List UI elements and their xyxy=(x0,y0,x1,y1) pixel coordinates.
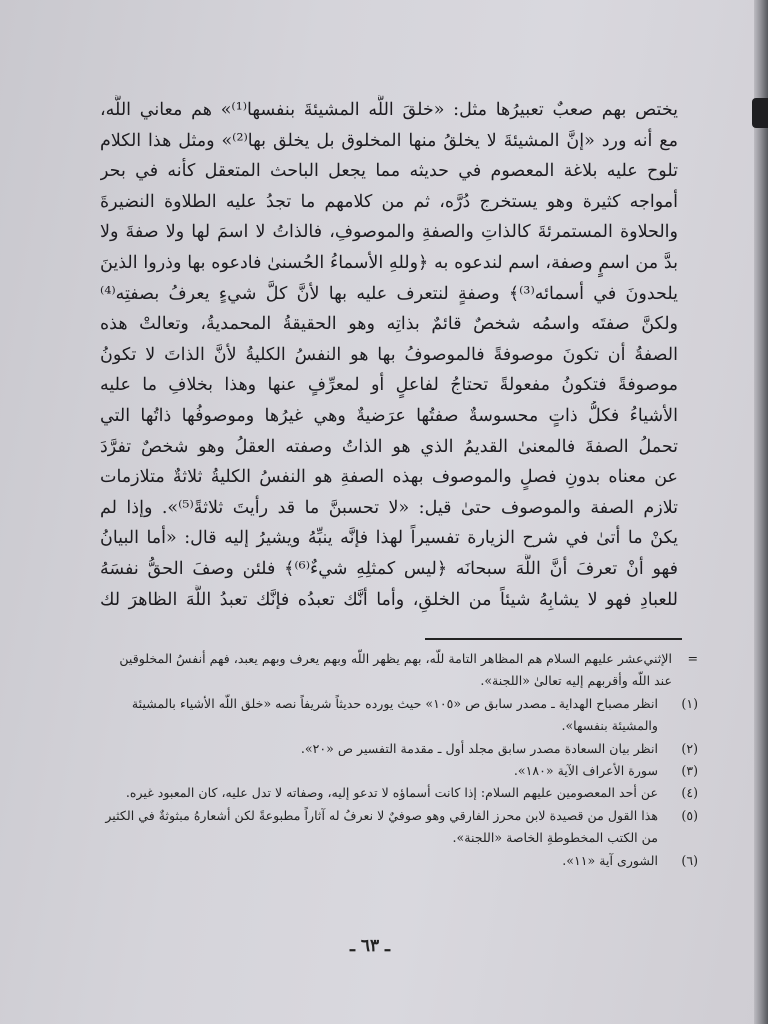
footnote-text: هذا القول من قصيدة لابن محرز الفارقي وهو صوفيٌ لا نعرفُ له آثاراً مطبوعةً لكن أشعارهُ مبثوثةٌ في الكثير من الكتب المخطوطةِ الخاصة «اللجنة». xyxy=(105,807,658,846)
footnote-text: سورة الأعراف الآية «١٨٠». xyxy=(513,763,658,779)
body-line: موصوفةً فتكونُ مفعولةً تحتاجُ لفاعلٍ أو لمعرِّفٍ عنها وهذا بخلافِ ما عليه xyxy=(100,375,678,396)
footnote-text: عن أحد المعصومين عليهم السلام: إذا كانت أسماؤه لا تدعو إليه، وصفاته لا تدل عليه، كان المعبود غيره. xyxy=(125,785,658,801)
body-line: يلحدونَ في أسمائه⁽³⁾﴾ وصفةٍ لنتعرف عليه بها لأنَّ كلَّ شيءٍ يعرفُ بصفتِه⁽⁴⁾ xyxy=(100,283,678,304)
body-text xyxy=(100,95,678,615)
footnote-continuation xyxy=(98,648,698,693)
body-line: بدَّ من اسمٍ وصفة، اسم لندعوه به ﴿وللهِ الأسماءُ الحُسنىٰ فادعوه بها وذروا الذينَ xyxy=(100,252,678,273)
footnote-number: (٤) xyxy=(681,785,698,801)
body-line: أمواجه كثيرة وهو يستخرج دُرَّه، ثم من كلامهم ما تجدُ عليه الطلاوة النضيرةَ xyxy=(100,191,678,212)
book-binding-edge xyxy=(754,0,768,1024)
footnote-number: (١) xyxy=(681,695,698,711)
footnote-5 xyxy=(98,805,698,850)
footnote-3 xyxy=(98,760,698,782)
footnote-separator xyxy=(425,638,682,640)
footnote-text: الإثني‌عشر عليهم السلام هم المظاهر التامة للّه، بهم يظهر اللّه وبهم يعرف وبهم يعبد، فهم أنفسُ المخلوقين عند اللّه وأقربهم إليه تعالىٰ «اللجنة». xyxy=(119,651,672,689)
body-line: تحملُ الصفةَ فالمعنىٰ القديمُ الذي هو الذاتُ وصفته العقلُ وهو شخصٌ تفرَّدَ xyxy=(100,436,678,457)
footnote-text: الشورى آية «١١». xyxy=(562,852,658,868)
body-line: تلازم الصفة والموصوف حتىٰ قيل: «لا تحسبنَّ ما قد رأيتَ ثلاثةً⁽⁵⁾». وإذا لم xyxy=(100,497,678,518)
body-line: يكنْ ما أتىٰ في شرح الزيارة تفسيراً لهذا فإنَّه ينبِّهُ ويشيرُ إليه قال: «أما البيانُ xyxy=(100,528,678,549)
footnote-2 xyxy=(98,738,698,760)
footnote-number: (٦) xyxy=(681,852,698,868)
page-number: ـ ٦٣ ـ xyxy=(349,936,391,956)
footnote-number: (٣) xyxy=(681,763,698,779)
footnote-marker: = xyxy=(687,651,698,666)
footnote-text: انظر مصباح الهداية ـ مصدر سابق ص «١٠٥» حيث يورده حديثاً شريفاً نصه «خلق اللّه الأشياء بالمشيئة والمشيئة بنفسها». xyxy=(131,695,658,734)
footnote-number: (٢) xyxy=(681,740,698,756)
body-line: ولكنَّ صفتَه واسمُه شخصٌ قائمٌ بذاتِه وهو الحقيقةُ المحمديةُ، وتعالتْ هذه xyxy=(100,314,678,335)
body-line: الصفةُ أن تكونَ موصوفةً فالموصوفُ بها هو النفسُ الكليةُ لأنَّ الذاتَ لا تكونُ xyxy=(100,344,678,365)
body-line: للعبادِ فهو لا يشابِهُ شيئاً من الخلقِ، وأما أنَّك تعبدُه فإنَّك تعبدُ اللَّهَ الظاهرَ لك xyxy=(100,589,678,610)
body-line: فهو أنْ تعرفَ أنَّ اللَّهَ سبحانَه ﴿ليس كمثلِهِ شيءٌ⁽⁶⁾﴾ فلئن وصفَ الحقُّ نفسَهُ xyxy=(100,558,678,579)
footnote-number: (٥) xyxy=(681,807,698,823)
footnotes xyxy=(98,648,698,872)
body-line: يختص بهم صعبٌ تعبيرُها مثل: «خلقَ اللَّه المشيئةَ بنفسها⁽¹⁾» هم معاني اللَّه، xyxy=(100,100,678,120)
footnote-1 xyxy=(98,693,698,738)
body-line: والحلاوة المستمرئةَ كالذاتِ والصفةِ والموصوفِ، فالذاتُ لا اسمَ لها ولا صفةَ ولا xyxy=(100,222,678,243)
footnote-4 xyxy=(98,782,698,804)
bookmark-tab xyxy=(752,98,768,128)
body-line: الأشياءُ فكلُّ ذاتٍ محسوسةٌ صفتُها عرَضيةٌ وهي غيرُها وموصوفُها ذاتُها التي xyxy=(100,405,678,426)
body-line: مع أنه ورد «إنَّ المشيئةَ لا يخلقُ منها المخلوق بل يخلق بها⁽²⁾» ومثل هذا الكلام xyxy=(100,130,678,151)
body-line: تلوح عليه بلاغة المعصوم في حديثه مما يجعل الباحث المتعقل كأنه في بحر xyxy=(100,161,678,182)
footnote-6 xyxy=(98,850,698,872)
footnote-text: انظر بيان السعادة مصدر سابق مجلد أول ـ مقدمة التفسير ص «٢٠». xyxy=(300,740,658,756)
body-line: عن معناه بدونِ فصلٍ والموصوف بهذه الصفةِ هو النفسُ الكليةُ ثلاثةٌ متلازمات xyxy=(100,467,678,488)
